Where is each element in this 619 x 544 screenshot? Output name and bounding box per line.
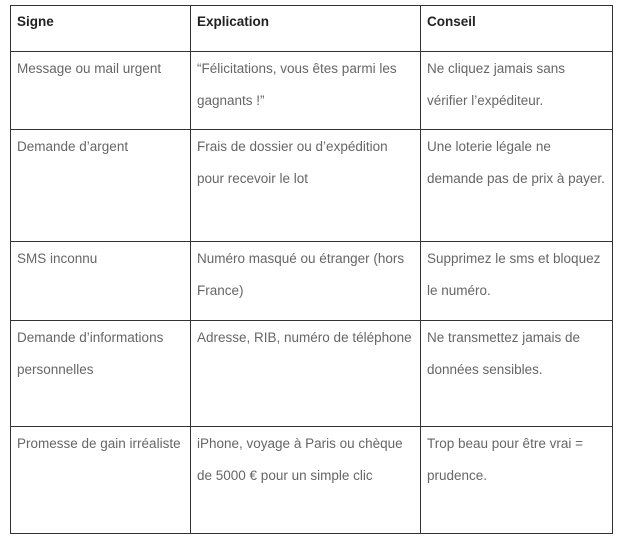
cell-explication: “Félicitations, vous êtes parmi les gagnants !” [191, 52, 421, 130]
header-conseil: Conseil [421, 6, 613, 52]
cell-signe: Demande d’argent [11, 130, 191, 242]
cell-conseil: Une loterie légale ne demande pas de prix à payer. [421, 130, 613, 242]
table-row [11, 242, 613, 321]
cell-explication: Adresse, RIB, numéro de téléphone [191, 321, 421, 427]
cell-explication: Numéro masqué ou étranger (hors France) [191, 242, 421, 321]
cell-signe: Message ou mail urgent [11, 52, 191, 130]
header-signe: Signe [11, 6, 191, 52]
cell-explication: Frais de dossier ou d’expédition pour recevoir le lot [191, 130, 421, 242]
cell-conseil: Trop beau pour être vrai = prudence. [421, 427, 613, 534]
table-row [11, 321, 613, 427]
table-header-row [11, 6, 613, 52]
cell-conseil: Ne transmettez jamais de données sensibles. [421, 321, 613, 427]
cell-conseil: Ne cliquez jamais sans vérifier l’expéditeur. [421, 52, 613, 130]
cell-conseil: Supprimez le sms et bloquez le numéro. [421, 242, 613, 321]
table-row [11, 52, 613, 130]
header-explication: Explication [191, 6, 421, 52]
scam-signs-table [10, 5, 613, 534]
cell-signe: Promesse de gain irréaliste [11, 427, 191, 534]
cell-signe: SMS inconnu [11, 242, 191, 321]
cell-explication: iPhone, voyage à Paris ou chèque de 5000 € pour un simple clic [191, 427, 421, 534]
cell-signe: Demande d’informations personnelles [11, 321, 191, 427]
table-row [11, 427, 613, 534]
table-row [11, 130, 613, 242]
